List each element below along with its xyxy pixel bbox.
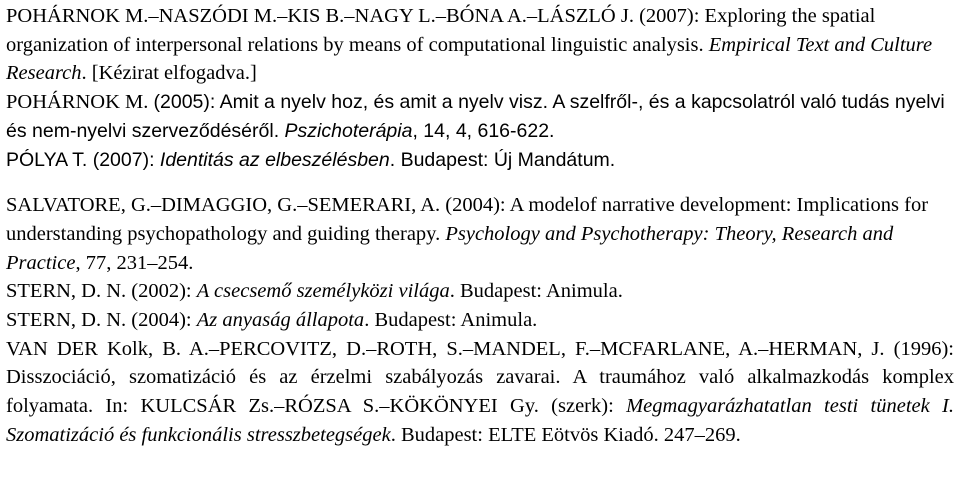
reference-text-segment: STERN, D. N. (2002): bbox=[6, 280, 197, 303]
reference-text-segment: . Budapest: ELTE Eötvös Kiadó. 247–269. bbox=[390, 423, 741, 446]
reference-text-segment: Identitás az elbeszélésben bbox=[159, 148, 390, 171]
reference-text-segment: . Budapest: Animula. bbox=[449, 280, 623, 303]
reference-list bbox=[6, 2, 954, 450]
reference-text-segment: (2005): Amit a nyelv hoz, és amit a nyelv visz. A szelfről-, és a kapcsolatról való tudás nyelvi és nem-nyelvi szerveződéséről. bbox=[6, 91, 945, 142]
reference-text-segment: POHÁRNOK M.–NASZÓDI M.–KIS B.–NAGY L.–BÓNA A.–LÁSZLÓ J. (2007): Exploring the spatial organization of interpersonal relations by means of computational linguistic analysis. bbox=[6, 5, 876, 56]
reference-entry-vanderkolk bbox=[6, 335, 954, 450]
reference-text-segment: SALVATORE, G.–DIMAGGIO, G.–SEMERARI, A. (2004): A modelof narrative development: Implications for understanding psychopathology and guiding therapy. bbox=[6, 194, 929, 245]
reference-text-segment: STERN, D. N. (2004): bbox=[6, 309, 197, 332]
reference-entry-stern2002 bbox=[6, 277, 954, 306]
reference-text-segment: POHÁRNOK M. bbox=[6, 91, 154, 114]
reference-text-segment: Psychology and Psychotherapy: Theory, Research and Practice bbox=[6, 222, 894, 274]
reference-gap bbox=[6, 174, 954, 191]
reference-text-segment: . Budapest: Új Mandátum. bbox=[389, 148, 616, 171]
reference-entry-salvatore bbox=[6, 191, 954, 277]
reference-entry-pohol bbox=[6, 2, 954, 88]
reference-text-segment: Empirical Text and Culture Research bbox=[6, 33, 933, 85]
reference-text-segment: , 77, 231–254. bbox=[75, 251, 194, 274]
reference-text-segment: Pszichoterápia bbox=[284, 119, 413, 142]
reference-text-segment: . [Kézirat elfogadva.] bbox=[81, 62, 257, 85]
reference-text-segment: , 14, 4, 616-622. bbox=[412, 119, 555, 142]
reference-text-segment: VAN DER Kolk, B. A.–PERCOVITZ, D.–ROTH, S.–MANDEL, F.–MCFARLANE, A.–HERMAN, J. (1996): Disszociáció, szomatizáció és az érzelmi szabályozás zavarai. A traumához való alkalmazkodás komplex folyamata. In: KULCSÁR Zs.–RÓZSA S.–KÖKÖNYEI Gy. (szerk): bbox=[6, 337, 954, 418]
reference-entry-polya bbox=[6, 146, 954, 175]
reference-text-segment: Az anyaság állapota bbox=[196, 309, 365, 332]
reference-entry-stern2004 bbox=[6, 306, 954, 335]
reference-text-segment: PÓLYA T. bbox=[6, 148, 93, 171]
reference-text-segment: (2007): bbox=[92, 148, 160, 171]
reference-text-segment: . Budapest: Animula. bbox=[364, 309, 538, 332]
reference-text-segment: A csecsemő személyközi világa bbox=[196, 280, 450, 303]
reference-entry-pohol2005 bbox=[6, 88, 954, 145]
reference-text-segment: Megmagyarázhatatlan testi tünetek I. Szomatizáció és funkcionális stresszbetegségek bbox=[6, 395, 954, 446]
